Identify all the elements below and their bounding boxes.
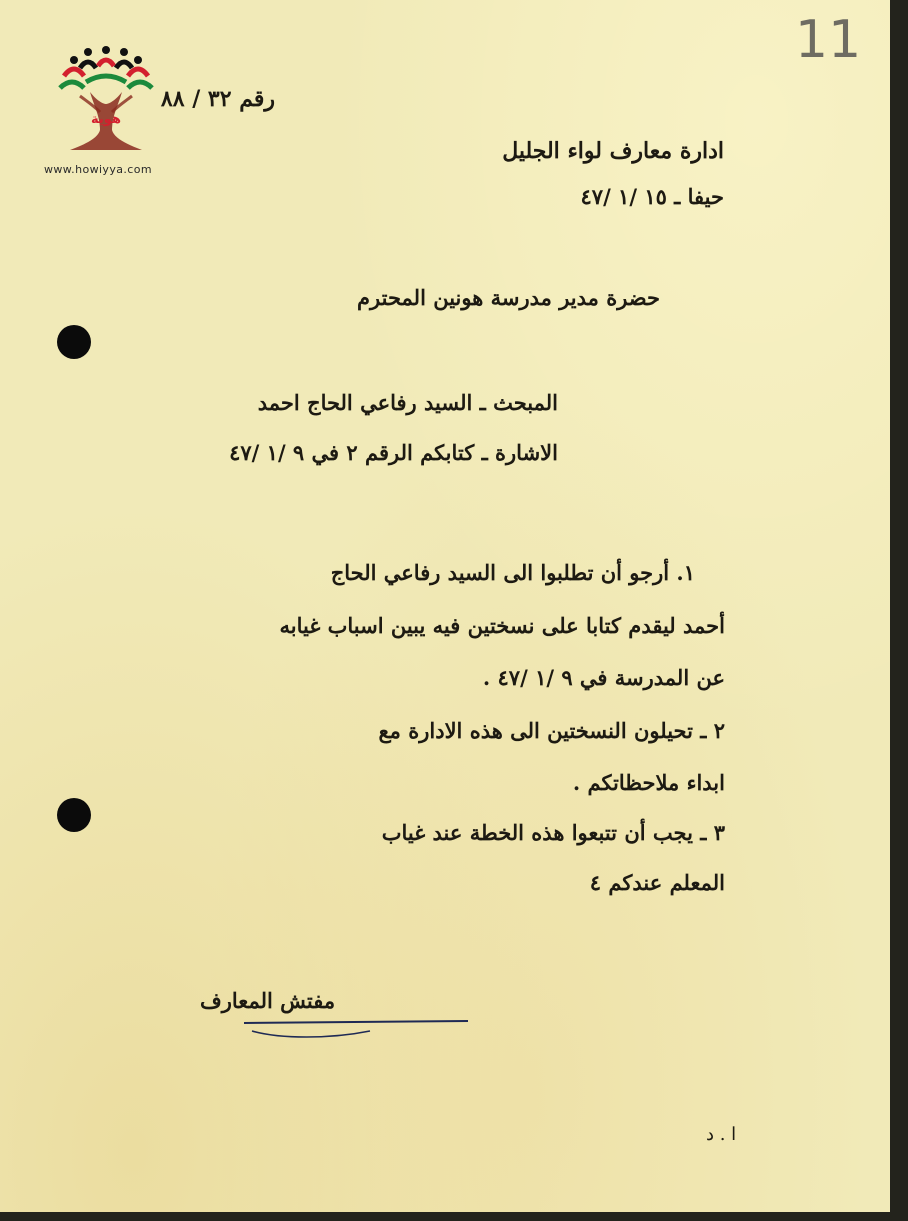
watermark-url: www.howiyya.com <box>44 163 152 176</box>
body-line: ١. أرجو أن تطلبوا الى السيد رفاعي الحاج <box>330 560 695 585</box>
body-line: أحمد ليقدم كتابا على نسختين فيه يبين اسباب غيابه <box>279 613 725 638</box>
signature-title: مفتش المعارف <box>200 988 336 1013</box>
addressee: حضرة مدير مدرسة هونين المحترم <box>357 285 660 310</box>
people-icon <box>60 46 152 88</box>
body-line: ابداء ملاحظاتكم . <box>572 770 725 795</box>
body-line: ٣ ـ يجب أن تتبعوا هذه الخطة عند غياب <box>381 820 725 845</box>
reference-number: رقم ٣٢ / ٨٨ <box>160 86 275 112</box>
reference-line: الاشارة ـ كتابكم الرقم ٢ في ٩ /١ /٤٧ <box>229 440 558 465</box>
punch-hole <box>57 798 91 832</box>
body-line: ٢ ـ تحيلون النسختين الى هذه الادارة مع <box>378 718 725 743</box>
place-date: حيفا ـ ١٥ /١ /٤٧ <box>580 184 724 209</box>
subject-line: المبحث ـ السيد رفاعي الحاج احمد <box>257 390 558 415</box>
issuer-heading: ادارة معارف لواء الجليل <box>502 138 724 164</box>
body-line: عن المدرسة في ٩ /١ /٤٧ . <box>482 665 725 690</box>
punch-hole <box>57 325 91 359</box>
bottom-mark: ا . د <box>706 1124 737 1145</box>
body-line: المعلم عندكم ٤ <box>589 870 725 895</box>
scan-edge-right <box>890 0 908 1221</box>
page-mark: 11 <box>795 10 862 70</box>
scan-edge-bottom <box>0 1212 908 1221</box>
signature-stroke <box>240 1017 480 1041</box>
logo-text: هوية <box>91 112 121 127</box>
